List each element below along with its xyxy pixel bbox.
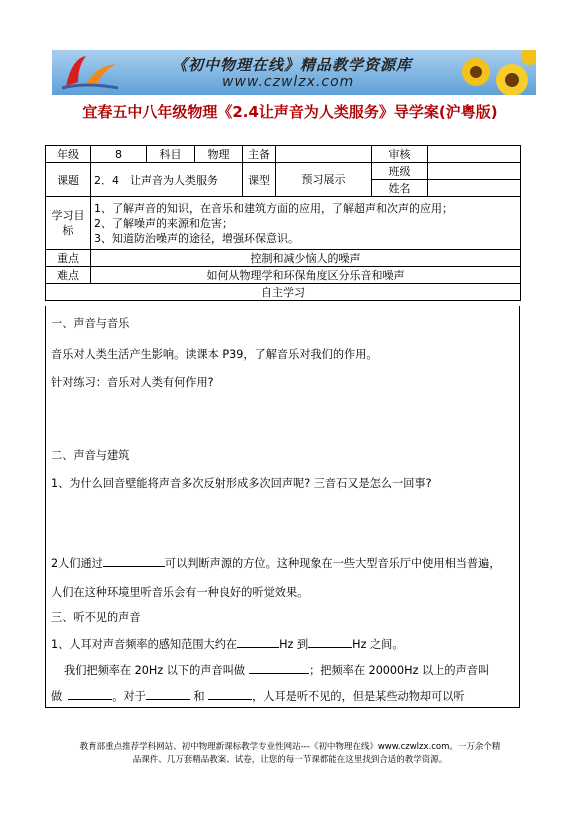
footer-line-2: 品课件、几万套精品教案、试卷，让您的每一节课都能在这里找到合适的教学资源。 [132,755,448,765]
focus-label: 重点 [46,250,91,267]
name-value [428,180,521,197]
answer-blank[interactable] [103,555,165,567]
sunflower-icon [446,50,536,95]
lesson-info-table [45,145,521,301]
section-3-question-2-cont: 做 。对于 和 ，人耳是听不见的，但是某些动物却可以听 [51,690,465,703]
review-value [428,146,521,163]
objective-item: 1、了解声音的知识，在音乐和建筑方面的应用，了解超声和次声的应用； [94,201,453,215]
editor-label: 主备 [243,146,276,163]
class-label: 班级 [372,163,428,180]
subject-label: 科目 [147,146,195,163]
section-2-question-2: 2人们通过 可以判断声源的方位。这种现象在一些大型音乐厅中使用相当普遍， [51,557,501,570]
answer-blank[interactable] [249,662,309,674]
name-label: 姓名 [372,180,428,197]
header-banner [52,50,536,95]
answer-blank[interactable] [146,688,190,700]
section-1-practice: 针对练习：音乐对人类有何作用? [51,376,214,389]
banner-url[interactable]: www.czwlzx.com [222,74,355,90]
section-1-text: 音乐对人类生活产生影响。读课本 P39，了解音乐对我们的作用。 [51,348,378,361]
answer-blank[interactable] [308,636,352,648]
section-2-title: 二、声音与建筑 [51,449,130,462]
objective-item: 3、知道防治噪声的途径，增强环保意识。 [94,231,299,245]
review-label: 审核 [372,146,428,163]
grade-value: 8 [91,146,147,163]
section-2-question-2-cont: 人们在这种环境里听音乐会有一种良好的听觉效果。 [51,586,309,599]
answer-blank[interactable] [237,636,279,648]
footer [0,741,580,767]
section-3-title: 三、听不见的声音 [51,611,141,624]
logo-icon [56,52,126,94]
lesson-type-label: 课型 [243,163,276,197]
objectives-label: 学习目标 [46,197,91,250]
topic-value: 2．4 让声音为人类服务 [91,163,243,197]
objective-item: 2、了解噪声的来源和危害； [94,216,233,230]
section-2-question-1: 1、为什么回音壁能将声音多次反射形成多次回声呢? 三音石又是怎么一回事? [51,477,432,490]
grade-label: 年级 [46,146,91,163]
section-3-question-2: 我们把频率在 20Hz 以下的声音叫做 ；把频率在 20000Hz 以上的声音叫 [64,664,490,677]
editor-value [276,146,372,163]
class-value [428,163,521,180]
objectives-list [91,197,521,250]
document-title: 宜春五中八年级物理《2.4让声音为人类服务》导学案(沪粤版) [82,103,498,121]
topic-label: 课题 [46,163,91,197]
difficulty-label: 难点 [46,267,91,284]
banner-title: 《初中物理在线》精品教学资源库 [172,56,413,74]
subject-value: 物理 [195,146,243,163]
difficulty-value: 如何从物理学和环保角度区分乐音和噪声 [91,267,521,284]
section-3-question-1: 1、人耳对声音频率的感知范围大约在 Hz 到 Hz 之间。 [51,638,404,651]
footer-line-1: 教育部重点推荐学科网站、初中物理新课标教学专业性网站---《初中物理在线》www.czwlzx.com。一万余个精 [79,742,501,752]
lesson-type-value: 预习展示 [276,163,372,197]
self-study-section [45,306,520,708]
self-study-header: 自主学习 [46,284,521,301]
answer-blank[interactable] [208,688,252,700]
answer-blank[interactable] [68,688,112,700]
focus-value: 控制和减少恼人的噪声 [91,250,521,267]
section-1-title: 一、声音与音乐 [51,317,130,330]
